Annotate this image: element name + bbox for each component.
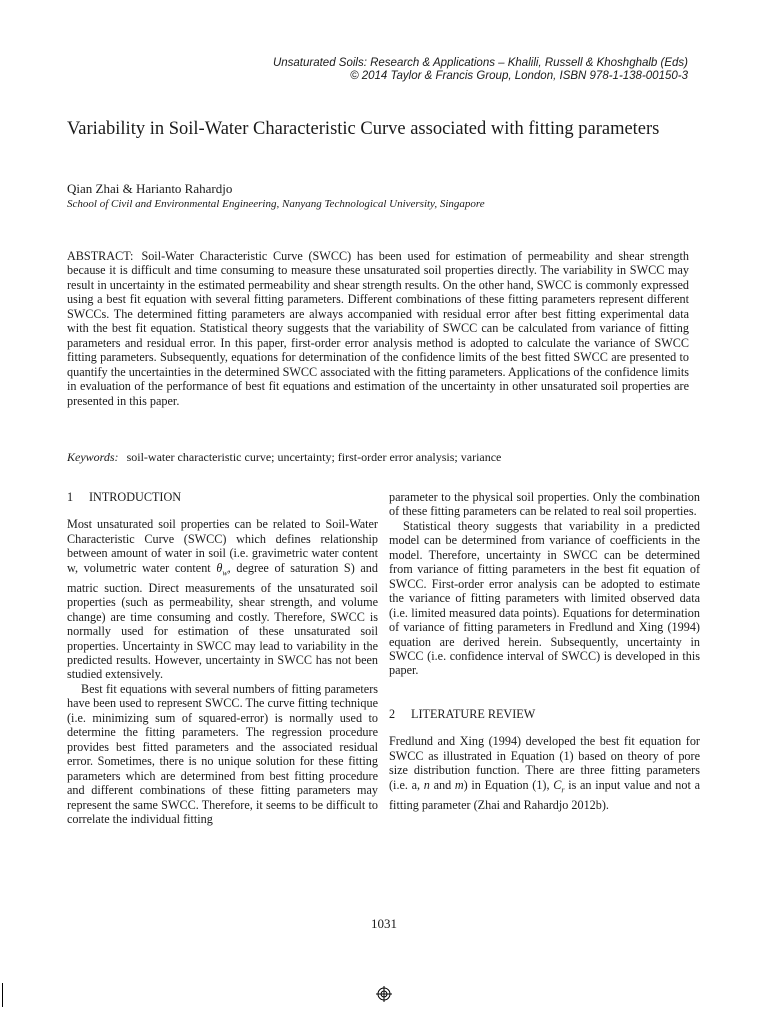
theta-symbol: θ: [216, 560, 223, 575]
text-run: is an input value and not a fitting parameter (Zhai and Rahardjo 2012b).: [389, 777, 700, 812]
text-run: Most unsaturated soil properties can be related to Soil-Water Characteristic Curve (SWCC) which defines relationship between amount of water in soil (i.e. gravimetric water content w, volumetric water content: [67, 517, 378, 575]
running-header: [200, 57, 688, 83]
text-run: and: [429, 777, 455, 792]
text-run: Fredlund and Xing (1994) developed the best fit equation for SWCC as illustrated in Equation (1) based on theory of pore size distribution function. There are three fitting parameters (i.e. a,: [389, 734, 700, 792]
var-c-subscript: r: [561, 785, 565, 795]
affiliation: School of Civil and Environmental Engineering, Nanyang Technological University, Singapore: [67, 198, 485, 210]
intro-paragraph-4: Statistical theory suggests that variability in a predicted model can be determined from variance of coefficients in the model. Therefore, uncertainty in SWCC can be determined from variance of fitting parameters in the best fit equation of SWCC. First-order error analysis can be adopted to estimate the variance of fitting parameters with limited observed data (i.e. limited measured data points). Equations for determination of variance of fitting parameters in Fredlund and Xing (1994) equation are derived herein. Subsequently, uncertainty in SWCC (i.e. confidence interval of SWCC) is developed in this paper.: [389, 518, 700, 678]
intro-paragraph-1: [67, 517, 378, 681]
text-run: , degree of saturation S) and matric suction. Direct measurements of the unsaturated soil properties (such as permeability, shear strength, and volume change) are time consuming and costly. Therefore, SWCC is normally used for estimation of these unsaturated soil properties. Uncertainty in SWCC may lead to variability in the predicted results. However, uncertainty in SWCC has not been studied extensively.: [67, 560, 378, 682]
abstract-text: Soil-Water Characteristic Curve (SWCC) has been used for estimation of permeability and shear strength because it is difficult and time consuming to measure these unsaturated soil properties directly. The variability in SWCC may result in uncertainty in the estimated permeability and shear strength results. On the other hand, SWCC is commonly expressed using a best fit equation with several fitting parameters. Different combinations of these fitting parameters represent different SWCCs. The determined fitting parameters are always accompanied with residual error after best fitting experimental data with the best fit equation. Statistical theory suggests that the variability of SWCC can be calculated from variance of fitting parameters and residual error. In this paper, first-order error analysis method is adopted to calculate the variance of SWCC fitting parameters. Subsequently, equations for determination of the confidence limits of the best fitted SWCC are presented to quantify the uncertainties in the determined SWCC associated with the fitting parameters. Applications of the confidence limits in evaluation of the performance of best fit equations and estimation of the uncertainty in other unsaturated soil properties are presented in this paper.: [67, 249, 689, 408]
header-copyright: © 2014 Taylor & Francis Group, London, ISBN 978-1-138-00150-3: [350, 70, 688, 82]
keywords: [67, 450, 501, 465]
section-number: 2: [389, 706, 396, 721]
section-heading-introduction: [67, 490, 378, 504]
keywords-label: Keywords:: [67, 450, 119, 464]
intro-paragraph-3: parameter to the physical soil properties. Only the combination of these fitting parameters can be related to real soil properties.: [389, 490, 700, 519]
authors: Qian Zhai & Harianto Rahardjo: [67, 181, 233, 196]
literature-paragraph-1: [389, 734, 700, 812]
abstract: [67, 249, 689, 408]
var-m: m: [454, 777, 464, 792]
right-column: [389, 490, 700, 812]
registration-mark-icon: [376, 986, 392, 1002]
header-book-citation: Unsaturated Soils: Research & Applications – Khalili, Russell & Khoshghalb (Eds): [272, 57, 688, 69]
var-c: C: [553, 777, 562, 792]
var-n: n: [423, 777, 430, 792]
intro-paragraph-2: Best fit equations with several numbers of fitting parameters have been used to represent SWCC. The curve fitting technique (i.e. minimizing sum of squared-error) is normally used to determine the fitting parameters. The regression procedure provides best fitted parameters and the associated residual error. Sometimes, there is no unique solution for these fitting parameters which are determined from best fitting procedure and different combinations of these fitting parameters may represent the same SWCC. Therefore, it seems to be difficult to correlate the individual fitting: [67, 681, 378, 826]
crop-mark: [2, 983, 3, 1007]
section-title: LITERATURE REVIEW: [411, 706, 536, 721]
keywords-text: soil-water characteristic curve; uncertainty; first-order error analysis; variance: [126, 450, 502, 464]
section-title: INTRODUCTION: [89, 490, 182, 504]
paper-title: Variability in Soil-Water Characteristic Curve associated with fitting parameters: [67, 119, 660, 139]
section-number: 1: [67, 490, 74, 504]
section-heading-literature-review: [389, 707, 700, 721]
theta-subscript: w: [222, 568, 228, 578]
page-number: 1031: [371, 916, 397, 931]
text-run: ) in Equation (1),: [463, 777, 554, 792]
left-column: [67, 490, 378, 826]
abstract-label: ABSTRACT:: [67, 249, 134, 263]
